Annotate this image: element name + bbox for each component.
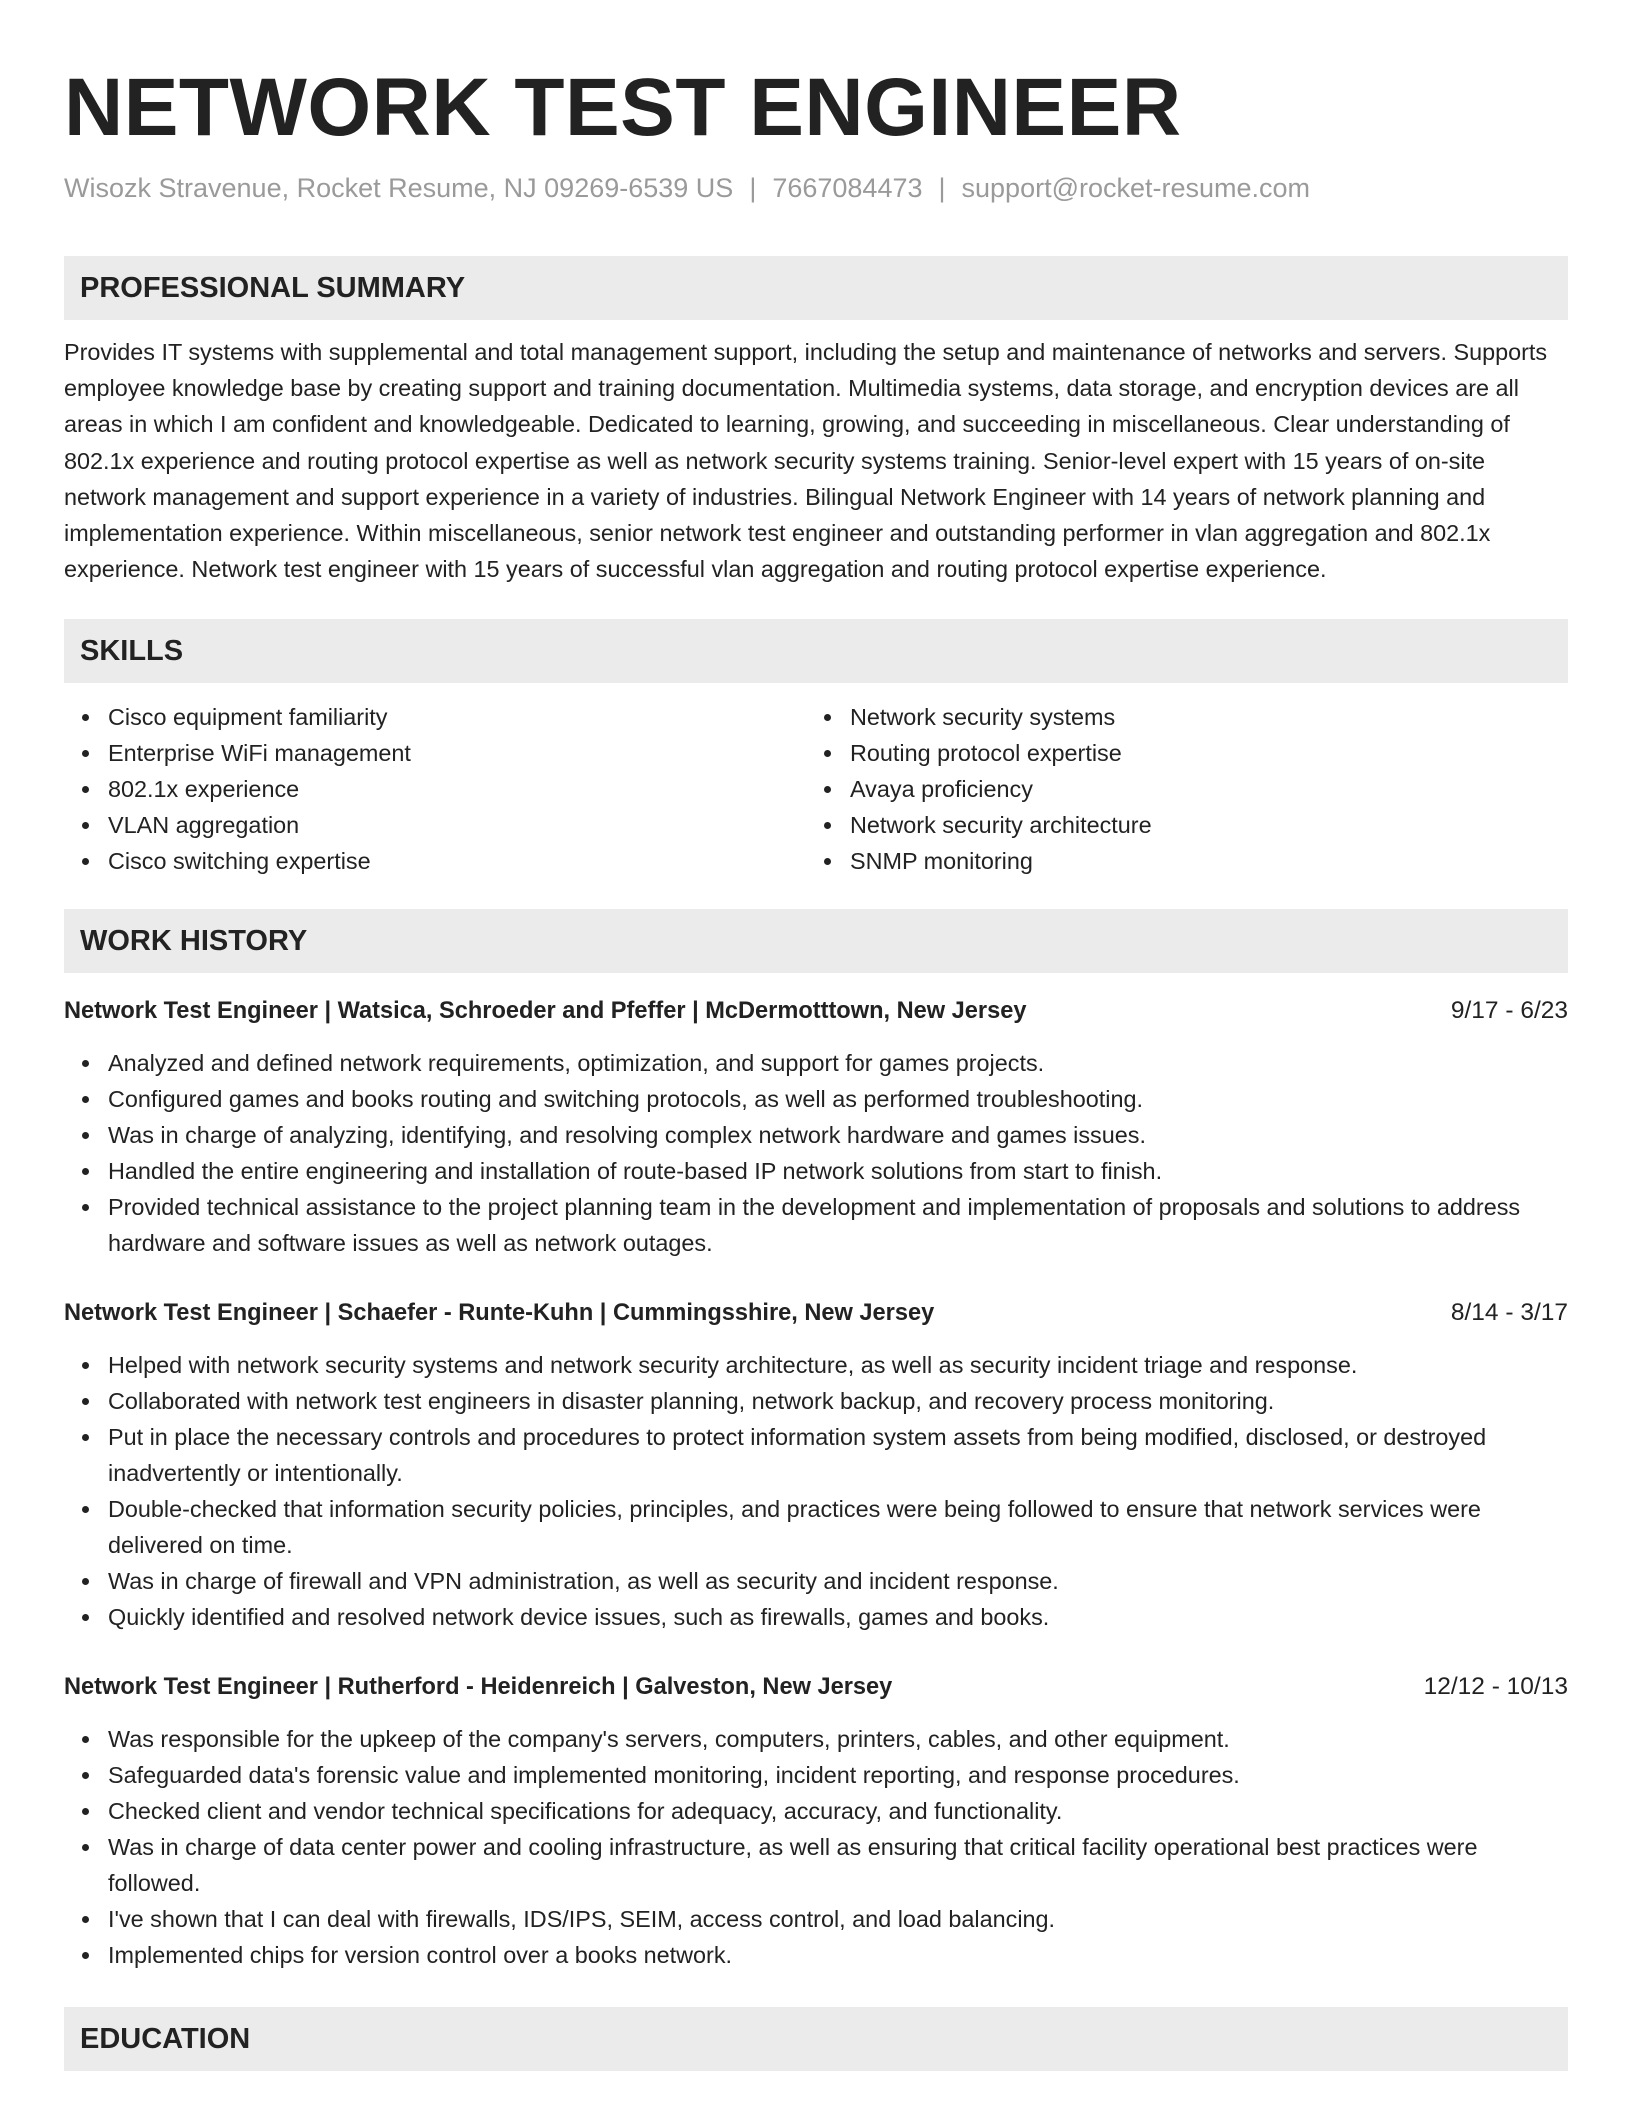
skills-column-right <box>806 699 1548 879</box>
job-bullets <box>64 1347 1568 1635</box>
skill-item: Network security architecture <box>850 807 1548 843</box>
job-bullets <box>64 1045 1568 1261</box>
job-bullet: Configured games and books routing and switching protocols, as well as performed troubleshooting. <box>108 1081 1568 1117</box>
contact-phone: 7667084473 <box>772 173 923 203</box>
job-bullet: Implemented chips for version control over a books network. <box>108 1937 1568 1973</box>
section-header-education: EDUCATION <box>64 2007 1568 2071</box>
job-header <box>64 1669 1568 1705</box>
section-header-summary: PROFESSIONAL SUMMARY <box>64 256 1568 320</box>
skills-column-left <box>64 699 806 879</box>
job-entry <box>64 1669 1568 1973</box>
job-bullet: I've shown that I can deal with firewalls, IDS/IPS, SEIM, access control, and load balancing. <box>108 1901 1568 1937</box>
resume-name: NETWORK TEST ENGINEER <box>64 62 1182 153</box>
job-bullet: Was in charge of firewall and VPN administration, as well as security and incident response. <box>108 1563 1568 1599</box>
job-bullet: Provided technical assistance to the project planning team in the development and implementation of proposals and solutions to address hardware and software issues as well as network outages. <box>108 1189 1568 1261</box>
job-dates: 12/12 - 10/13 <box>1423 1673 1568 1701</box>
job-bullet: Quickly identified and resolved network device issues, such as firewalls, games and books. <box>108 1599 1568 1635</box>
job-header <box>64 993 1568 1029</box>
job-bullet: Checked client and vendor technical specifications for adequacy, accuracy, and functionality. <box>108 1793 1568 1829</box>
skill-item: Network security systems <box>850 699 1548 735</box>
job-bullet: Was in charge of data center power and cooling infrastructure, as well as ensuring that critical facility operational best practices were followed. <box>108 1829 1568 1901</box>
skills-list <box>64 699 1568 879</box>
job-bullet: Collaborated with network test engineers in disaster planning, network backup, and recovery process monitoring. <box>108 1383 1568 1419</box>
skill-item: Avaya proficiency <box>850 771 1548 807</box>
section-header-skills: SKILLS <box>64 619 1568 683</box>
job-bullet: Helped with network security systems and network security architecture, as well as security incident triage and response. <box>108 1347 1568 1383</box>
job-entry <box>64 1295 1568 1635</box>
skill-item: Cisco equipment familiarity <box>108 699 806 735</box>
job-bullet: Safeguarded data's forensic value and implemented monitoring, incident reporting, and response procedures. <box>108 1757 1568 1793</box>
job-bullets <box>64 1721 1568 1973</box>
contact-address: Wisozk Stravenue, Rocket Resume, NJ 09269-6539 US <box>64 173 734 203</box>
job-bullet: Put in place the necessary controls and procedures to protect information system assets from being modified, disclosed, or destroyed inadvertently or intentionally. <box>108 1419 1568 1491</box>
job-title: Network Test Engineer | Rutherford - Heidenreich | Galveston, New Jersey <box>64 1674 893 1701</box>
job-entry <box>64 993 1568 1261</box>
skill-item: Cisco switching expertise <box>108 843 806 879</box>
skill-item: 802.1x experience <box>108 771 806 807</box>
job-bullet: Was responsible for the upkeep of the company's servers, computers, printers, cables, and other equipment. <box>108 1721 1568 1757</box>
contact-separator: | <box>749 173 757 203</box>
job-bullet: Analyzed and defined network requirements, optimization, and support for games projects. <box>108 1045 1568 1081</box>
contact-separator: | <box>938 173 946 203</box>
job-dates: 8/14 - 3/17 <box>1450 1299 1568 1327</box>
contact-line <box>64 170 1568 206</box>
skill-item: Routing protocol expertise <box>850 735 1548 771</box>
job-bullet: Was in charge of analyzing, identifying, and resolving complex network hardware and games issues. <box>108 1117 1568 1153</box>
skill-item: SNMP monitoring <box>850 843 1548 879</box>
section-header-work-history: WORK HISTORY <box>64 909 1568 973</box>
contact-email: support@rocket-resume.com <box>961 173 1311 203</box>
summary-text: Provides IT systems with supplemental and total management support, including the setup and maintenance of networks and servers. Supports employee knowledge base by creating support and training documentation. Multimedia systems, data storage, and encryption devices are all areas in which I am confident and knowledgeable. Dedicated to learning, growing, and succeeding in miscellaneous. Clear understanding of 802.1x experience and routing protocol expertise as well as network security systems training. Senior-level expert with 15 years of on-site network management and support experience in a variety of industries. Bilingual Network Engineer with 14 years of network planning and implementation experience. Within miscellaneous, senior network test engineer and outstanding performer in vlan aggregation and 802.1x experience. Network test engineer with 15 years of successful vlan aggregation and routing protocol expertise experience. <box>64 339 1548 583</box>
skill-item: Enterprise WiFi management <box>108 735 806 771</box>
job-bullet: Handled the entire engineering and installation of route-based IP network solutions from start to finish. <box>108 1153 1568 1189</box>
job-title: Network Test Engineer | Watsica, Schroeder and Pfeffer | McDermotttown, New Jersey <box>64 998 1027 1025</box>
job-dates: 9/17 - 6/23 <box>1450 997 1568 1025</box>
job-header <box>64 1295 1568 1331</box>
resume-page <box>64 0 1568 2071</box>
job-title: Network Test Engineer | Schaefer - Runte-Kuhn | Cummingsshire, New Jersey <box>64 1300 935 1327</box>
job-bullet: Double-checked that information security policies, principles, and practices were being followed to ensure that network services were delivered on time. <box>108 1491 1568 1563</box>
skill-item: VLAN aggregation <box>108 807 806 843</box>
